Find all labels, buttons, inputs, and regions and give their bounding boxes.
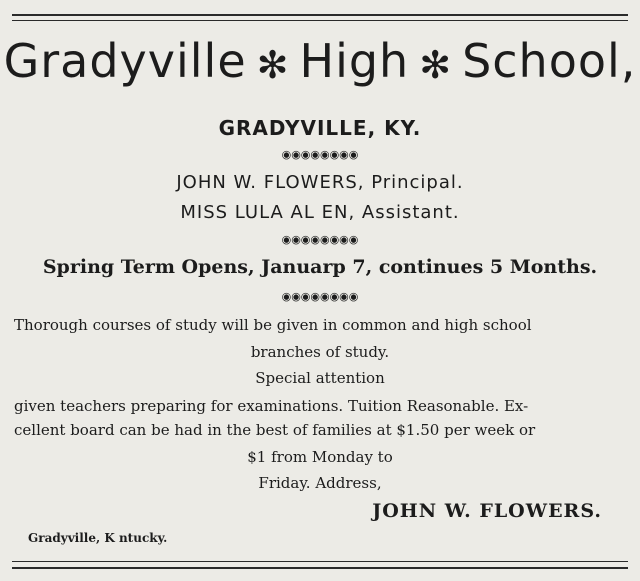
- school-title: [0, 34, 640, 88]
- star-ornament-icon: ✻: [256, 42, 290, 87]
- title-word-gradyville: Gradyville: [3, 34, 247, 88]
- top-rule-thin: [12, 20, 628, 21]
- assistant-line: MISS LULA AL EN, Assistant.: [180, 202, 460, 223]
- top-rule: [12, 14, 628, 16]
- principal-line: JOHN W. FLOWERS, Principal.: [176, 172, 464, 193]
- location-line: Gradyville, K ntucky.: [28, 531, 168, 545]
- body-line-1: Thorough courses of study will be given in common and high school: [14, 316, 532, 334]
- body-line-2: branches of study.: [250, 343, 390, 361]
- signature: JOHN W. FLOWERS.: [372, 500, 602, 522]
- star-ornament-icon: ✻: [419, 42, 453, 87]
- body-line-5: cellent board can be had in the best of families at $1.50 per week or: [14, 421, 536, 439]
- title-word-high: High: [299, 34, 410, 88]
- bottom-rule-thin: [12, 561, 628, 562]
- ornament-divider-icon: ◉◉◉◉◉◉◉◉: [281, 233, 359, 246]
- ornament-divider-icon: ◉◉◉◉◉◉◉◉: [281, 290, 359, 303]
- body-line-7: Friday. Address,: [258, 474, 382, 492]
- ornament-divider-icon: ◉◉◉◉◉◉◉◉: [281, 148, 359, 161]
- term-announcement: Spring Term Opens, Januarp 7, continues 5 Months.: [42, 256, 598, 278]
- body-line-6: $1 from Monday to: [247, 448, 393, 466]
- city-heading: GRADYVILLE, KY.: [218, 116, 422, 140]
- bottom-rule: [12, 567, 628, 569]
- body-line-3: Special attention: [255, 369, 385, 387]
- body-line-4: given teachers preparing for examinations. Tuition Reasonable. Ex-: [14, 397, 529, 415]
- title-word-school: School,: [462, 34, 637, 88]
